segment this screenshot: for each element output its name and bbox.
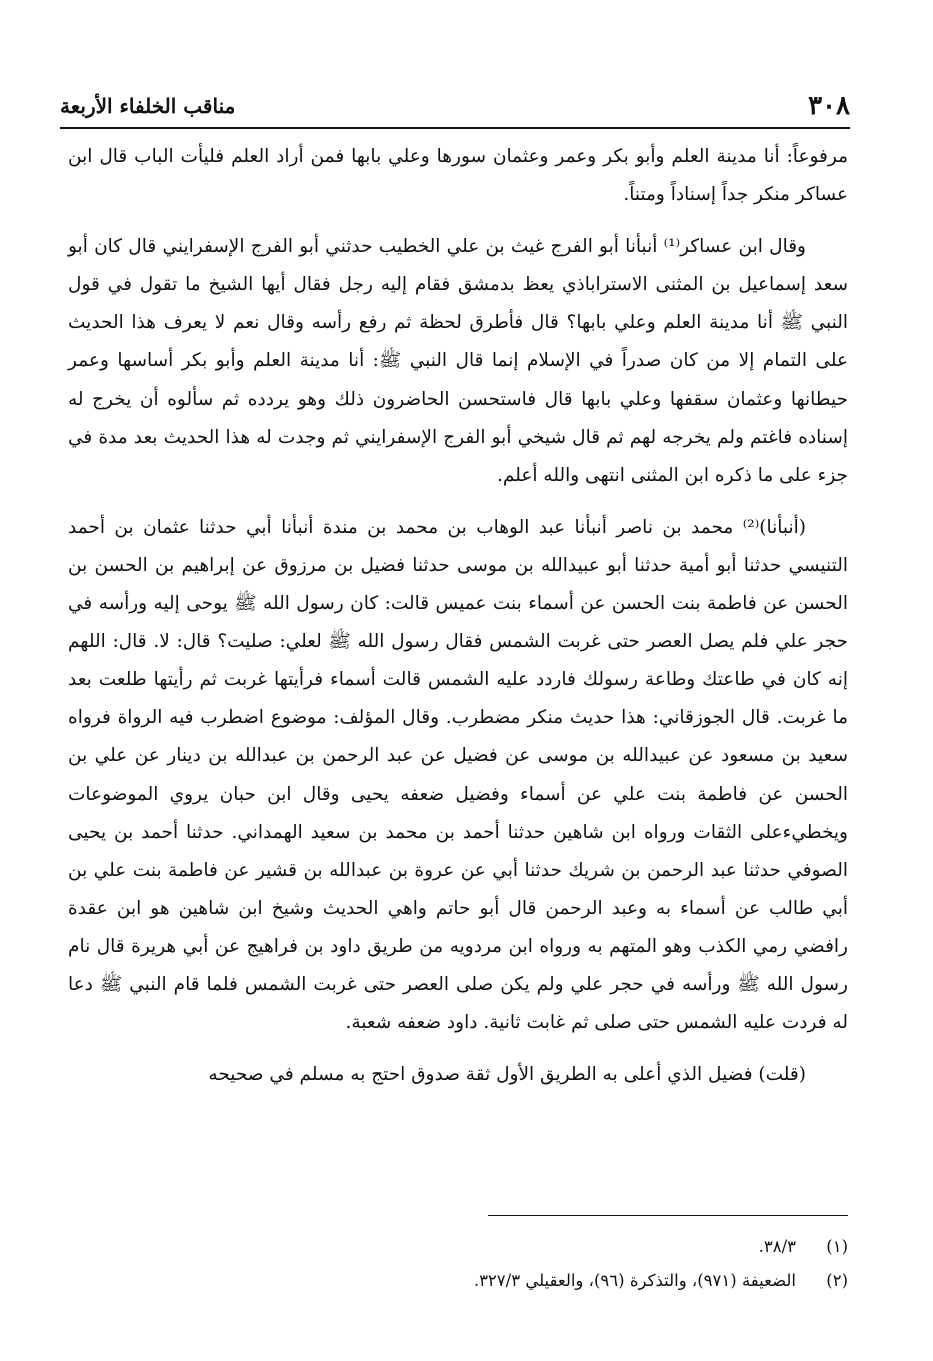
paragraph-2: وقال ابن عساكر⁽¹⁾ أنبأنا أبو الفرج غيث بن علي الخطيب حدثني أبو الفرج الإسفرايني قال كان أبو سعد إسماعيل بن المثنى الاستراباذي يعظ بدمشق فقام إليه رجل فقال أيها الشيخ ما تقول في قول النبي ﷺ أنا مدينة العلم وعلي بابها؟ قال فأطرق لحظة ثم رفع رأسه وقال نعم لا يعرف هذا الحديث على التمام إلا من كان صدراً في الإسلام إنما قال النبي ﷺ: أنا مدينة العلم وأبو بكر أساسها وعمر حيطانها وعثمان سقفها وعلي بابها قال فاستحسن الحاضرون ذلك وهو يردده ثم سألوه أن يخرج له إسناده فاغتم ولم يخرجه لهم ثم قال شيخي أبو الفرج الإسفرايني ثم وجدت له هذا الحديث بعد مدة في جزء على ما ذكره ابن المثنى انتهى والله أعلم. xyxy=(68,236,848,486)
paragraph-3: (أنبأنا)⁽²⁾ محمد بن ناصر أنبأنا عبد الوهاب بن محمد بن مندة أنبأنا أبي حدثنا عثمان بن أحمد التنيسي حدثنا أبو أمية حدثنا أبو عبيدالله بن موسى حدثنا فضيل بن مرزوق عن إبراهيم بن الحسن بن الحسن عن فاطمة بنت الحسن عن أسماء بنت عميس قالت: كان رسول الله ﷺ يوحى إليه ورأسه في حجر علي فلم يصل العصر حتى غربت الشمس فقال رسول الله ﷺ لعلي: صليت؟ قال: لا. قال: اللهم إنه كان في طاعتك وطاعة رسولك فاردد عليه الشمس قالت أسماء فرأيتها غربت ثم رأيتها طلعت بعد ما غربت. قال الجوزقاني: هذا حديث منكر مضطرب. وقال المؤلف: موضوع اضطرب فيه الرواة فرواه سعيد بن مسعود عن عبيدالله بن موسى عن فضيل عن عبد الرحمن بن عبدالله بن دينار عن علي بن الحسن عن فاطمة بنت علي عن أسماء وفضيل ضعفه يحيى وقال ابن حبان يروي الموضوعات ويخطيءعلى الثقات ورواه ابن شاهين حدثنا أحمد بن محمد بن سعيد الهمداني. حدثنا أحمد بن يحيى الصوفي حدثنا عبد الرحمن بن شريك حدثنا أبي عن عروة بن عبدالله بن قشير عن فاطمة بنت علي بن أبي طالب عن أسماء به وعبد الرحمن قال أبو حاتم واهي الحديث وشيخ ابن شاهين هو ابن عقدة رافضي رمي الكذب وهو المتهم به ورواه ابن مردويه من طريق داود بن فراهيج عن أبي هريرة قال نام رسول الله ﷺ ورأسه في حجر علي ولم يكن صلى العصر حتى غربت الشمس فلما قام النبي ﷺ دعا له فردت عليه الشمس حتى صلى ثم غابت ثانية. داود ضعفه شعبة. xyxy=(68,516,848,1034)
page-number: ٣٠٨ xyxy=(808,91,850,121)
footnote-1 xyxy=(68,1230,848,1264)
running-title: مناقب الخلفاء الأربعة xyxy=(60,94,236,118)
footnote-separator xyxy=(488,1215,848,1216)
page-header xyxy=(60,88,850,124)
footnote-number: (١) xyxy=(826,1237,848,1256)
footnote-number: (٢) xyxy=(826,1271,848,1290)
main-text xyxy=(68,138,848,1094)
paragraph-1: مرفوعاً: أنا مدينة العلم وأبو بكر وعمر وعثمان سورها وعلي بابها فمن أراد العلم فليأت الباب قال ابن عساكر منكر جداً إسناداً ومتناً. xyxy=(68,146,848,206)
footnote-2 xyxy=(68,1264,848,1298)
footnote-text: الضعيفة (٩٧١)، والتذكرة (٩٦)، والعقيلي ٣٢٧/٣. xyxy=(473,1271,796,1290)
paragraph-4: (قلت) فضيل الذي أعلى به الطريق الأول ثقة صدوق احتج به مسلم في صحيحه xyxy=(208,1064,806,1086)
footnotes xyxy=(68,1230,848,1298)
footnote-text: ٣٨/٣. xyxy=(758,1237,796,1256)
header-rule xyxy=(60,127,850,129)
